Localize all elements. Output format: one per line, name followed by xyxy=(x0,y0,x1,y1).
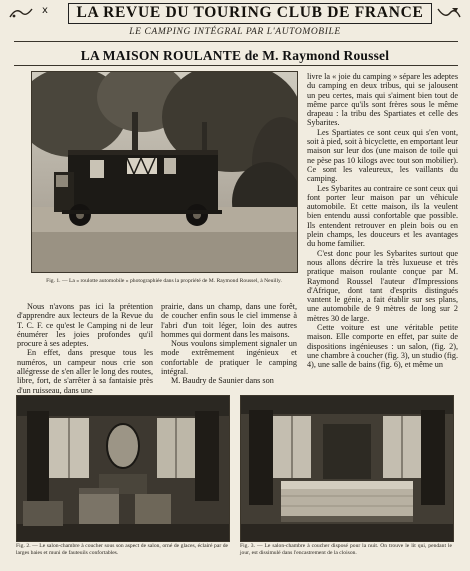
paragraph: livre la « joie du camping » sépare les adeptes du camping en deux tribus, qui se jalousent un peu certes, mais qui s'aiment bien tout de même parce qu'ils sont frères sous le même drapeau : la tribu des Spartiates et celle des Sybarites. xyxy=(307,72,458,128)
paragraph: Nous n'avons pas ici la prétention d'apprendre aux lecteurs de la Revue du T. C. F. ce qu'est le Camping ni de leur énumérer les joies profondes qu'il procure à ses adeptes. xyxy=(17,302,153,349)
paragraph: prairie, dans un champ, dans une forêt, de coucher enfin sous le ciel immense à l'abri d'un toit léger, loin des autres hommes qui dorment dans les maisons. xyxy=(161,302,297,339)
paragraph: M. Baudry de Saunier dans son xyxy=(171,376,274,386)
paragraph: En effet, dans presque tous les numéros, un campeur nous crie son allégresse de s'en aller le long des routes, libre, fort, de s'arrêter à sa fantaisie près d'un ruisseau, dans une xyxy=(17,348,153,395)
divider xyxy=(14,65,458,66)
paragraph: Les Spartiates ce sont ceux qui s'en vont, soit à pied, soit à bicyclette, en emportant leur maison sur leur dos (une maison de toile qui ne pèse pas 10 kilogs avec tout son mobilier). Ce sont les valeureux, les vaillants du camping. xyxy=(307,127,458,184)
divider xyxy=(14,41,458,42)
column-middle xyxy=(161,302,297,386)
article-headline: LA MAISON ROULANTE de M. Raymond Roussel xyxy=(80,48,390,63)
paragraph: C'est donc pour les Sybarites surtout que nous allons décrire la très luxueuse et très pratique maison roulante conçue par M. Raymond Roussel l'auteur d'Impressions d'Afrique, dont tant d'esprits distingués vantent le génie, a fait établir sur ses plans, une automobile de 9 mètres de long sur 2 mètres 30 de large. xyxy=(307,248,458,323)
figure-3-photo xyxy=(240,395,454,542)
figure-3-caption: Fig. 3. — Le salon-chambre à coucher disposé pour la nuit. On trouve le lit qui, pendant le jour, est dissimulé dans l'encastrement de la cloison. xyxy=(240,543,452,556)
figure-1-caption: Fig. 1. — La « roulotte automobile » photographiée dans la propriété de M. Raymond Roussel, à Neuilly. xyxy=(46,278,282,284)
paragraph: Cette voiture est une véritable petite maison. Elle comporte en effet, par suite de dispositions ingénieuses : un salon, (fig. 2), une chambre à coucher (fig. 3), un studio (fig. 4), une salle de bains (fig. 6), et même un xyxy=(307,323,458,370)
masthead-mark: x xyxy=(42,5,48,16)
section-subtitle: LE CAMPING INTÉGRAL PAR L'AUTOMOBILE xyxy=(129,27,341,37)
masthead-title: LA REVUE DU TOURING CLUB DE FRANCE xyxy=(68,3,432,24)
paragraph: Les Sybarites au contraire ce sont ceux qui font porter leur maison par un véhicule automobile. Et cette maison, ils la veulent bien entendu aussi confortable que possible. Ils entendent retrouver en plein bois ou en plein champs, les douceurs et les avantages du home familier. xyxy=(307,183,458,249)
column-left xyxy=(17,302,153,395)
paragraph: Nous voulons simplement signaler un mode extrêmement ingénieux et confortable de pratiquer le camping intégral. xyxy=(161,339,297,377)
masthead-ornament-left xyxy=(8,5,34,21)
column-right xyxy=(307,72,458,370)
masthead-ornament-right xyxy=(436,5,462,21)
figure-1-photo xyxy=(31,71,298,273)
figure-2-photo xyxy=(16,395,230,542)
figure-2-caption: Fig. 2. — Le salon-chambre à coucher sous son aspect de salon, orné de glaces, éclairé par de larges baies et muni de fauteuils confortables. xyxy=(16,543,228,556)
masthead xyxy=(6,3,464,25)
